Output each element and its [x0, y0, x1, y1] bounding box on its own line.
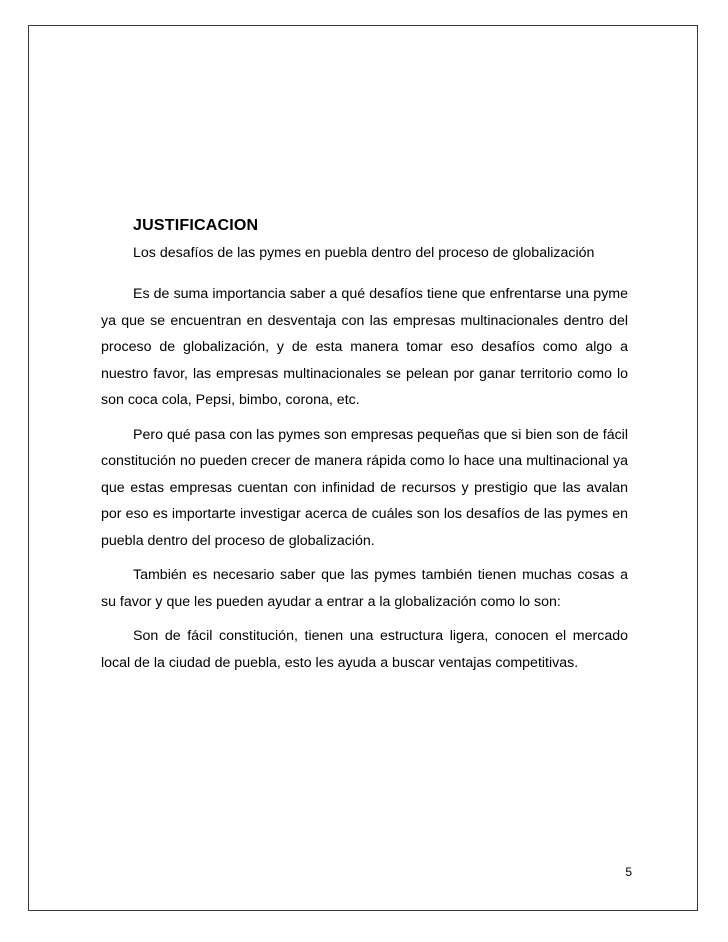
page-number: 5 — [625, 865, 632, 879]
document-body — [101, 215, 628, 676]
section-heading: JUSTIFICACION — [133, 217, 259, 234]
paragraph-2: Pero qué pasa con las pymes son empresas pequeñas que si bien son de fácil constitución no pueden crecer de manera rápida como lo hace una multinacional ya que estas empresas cuentan con infinidad de recursos y prestigio que las avalan por eso es importarte investigar acerca de cuáles son los desafíos de las pymes en puebla dentro del proceso de globalización. — [101, 426, 628, 549]
paragraph-1: Es de suma importancia saber a qué desafíos tiene que enfrentarse una pyme ya que se encuentran en desventaja con las empresas multinacionales dentro del proceso de globalización, y de esta manera tomar eso desafíos como algo a nuestro favor, las empresas multinacionales se pelean por ganar territorio como lo son coca cola, Pepsi, bimbo, corona, etc. — [101, 286, 628, 408]
paragraph-4: Son de fácil constitución, tienen una estructura ligera, conocen el mercado local de la ciudad de puebla, esto les ayuda a buscar ventajas competitivas. — [101, 628, 628, 671]
section-subtitle: Los desafíos de las pymes en puebla dentro del proceso de globalización — [133, 245, 595, 261]
paragraph-3: También es necesario saber que las pymes también tienen muchas cosas a su favor y que les pueden ayudar a entrar a la globalización como lo son: — [101, 567, 628, 610]
